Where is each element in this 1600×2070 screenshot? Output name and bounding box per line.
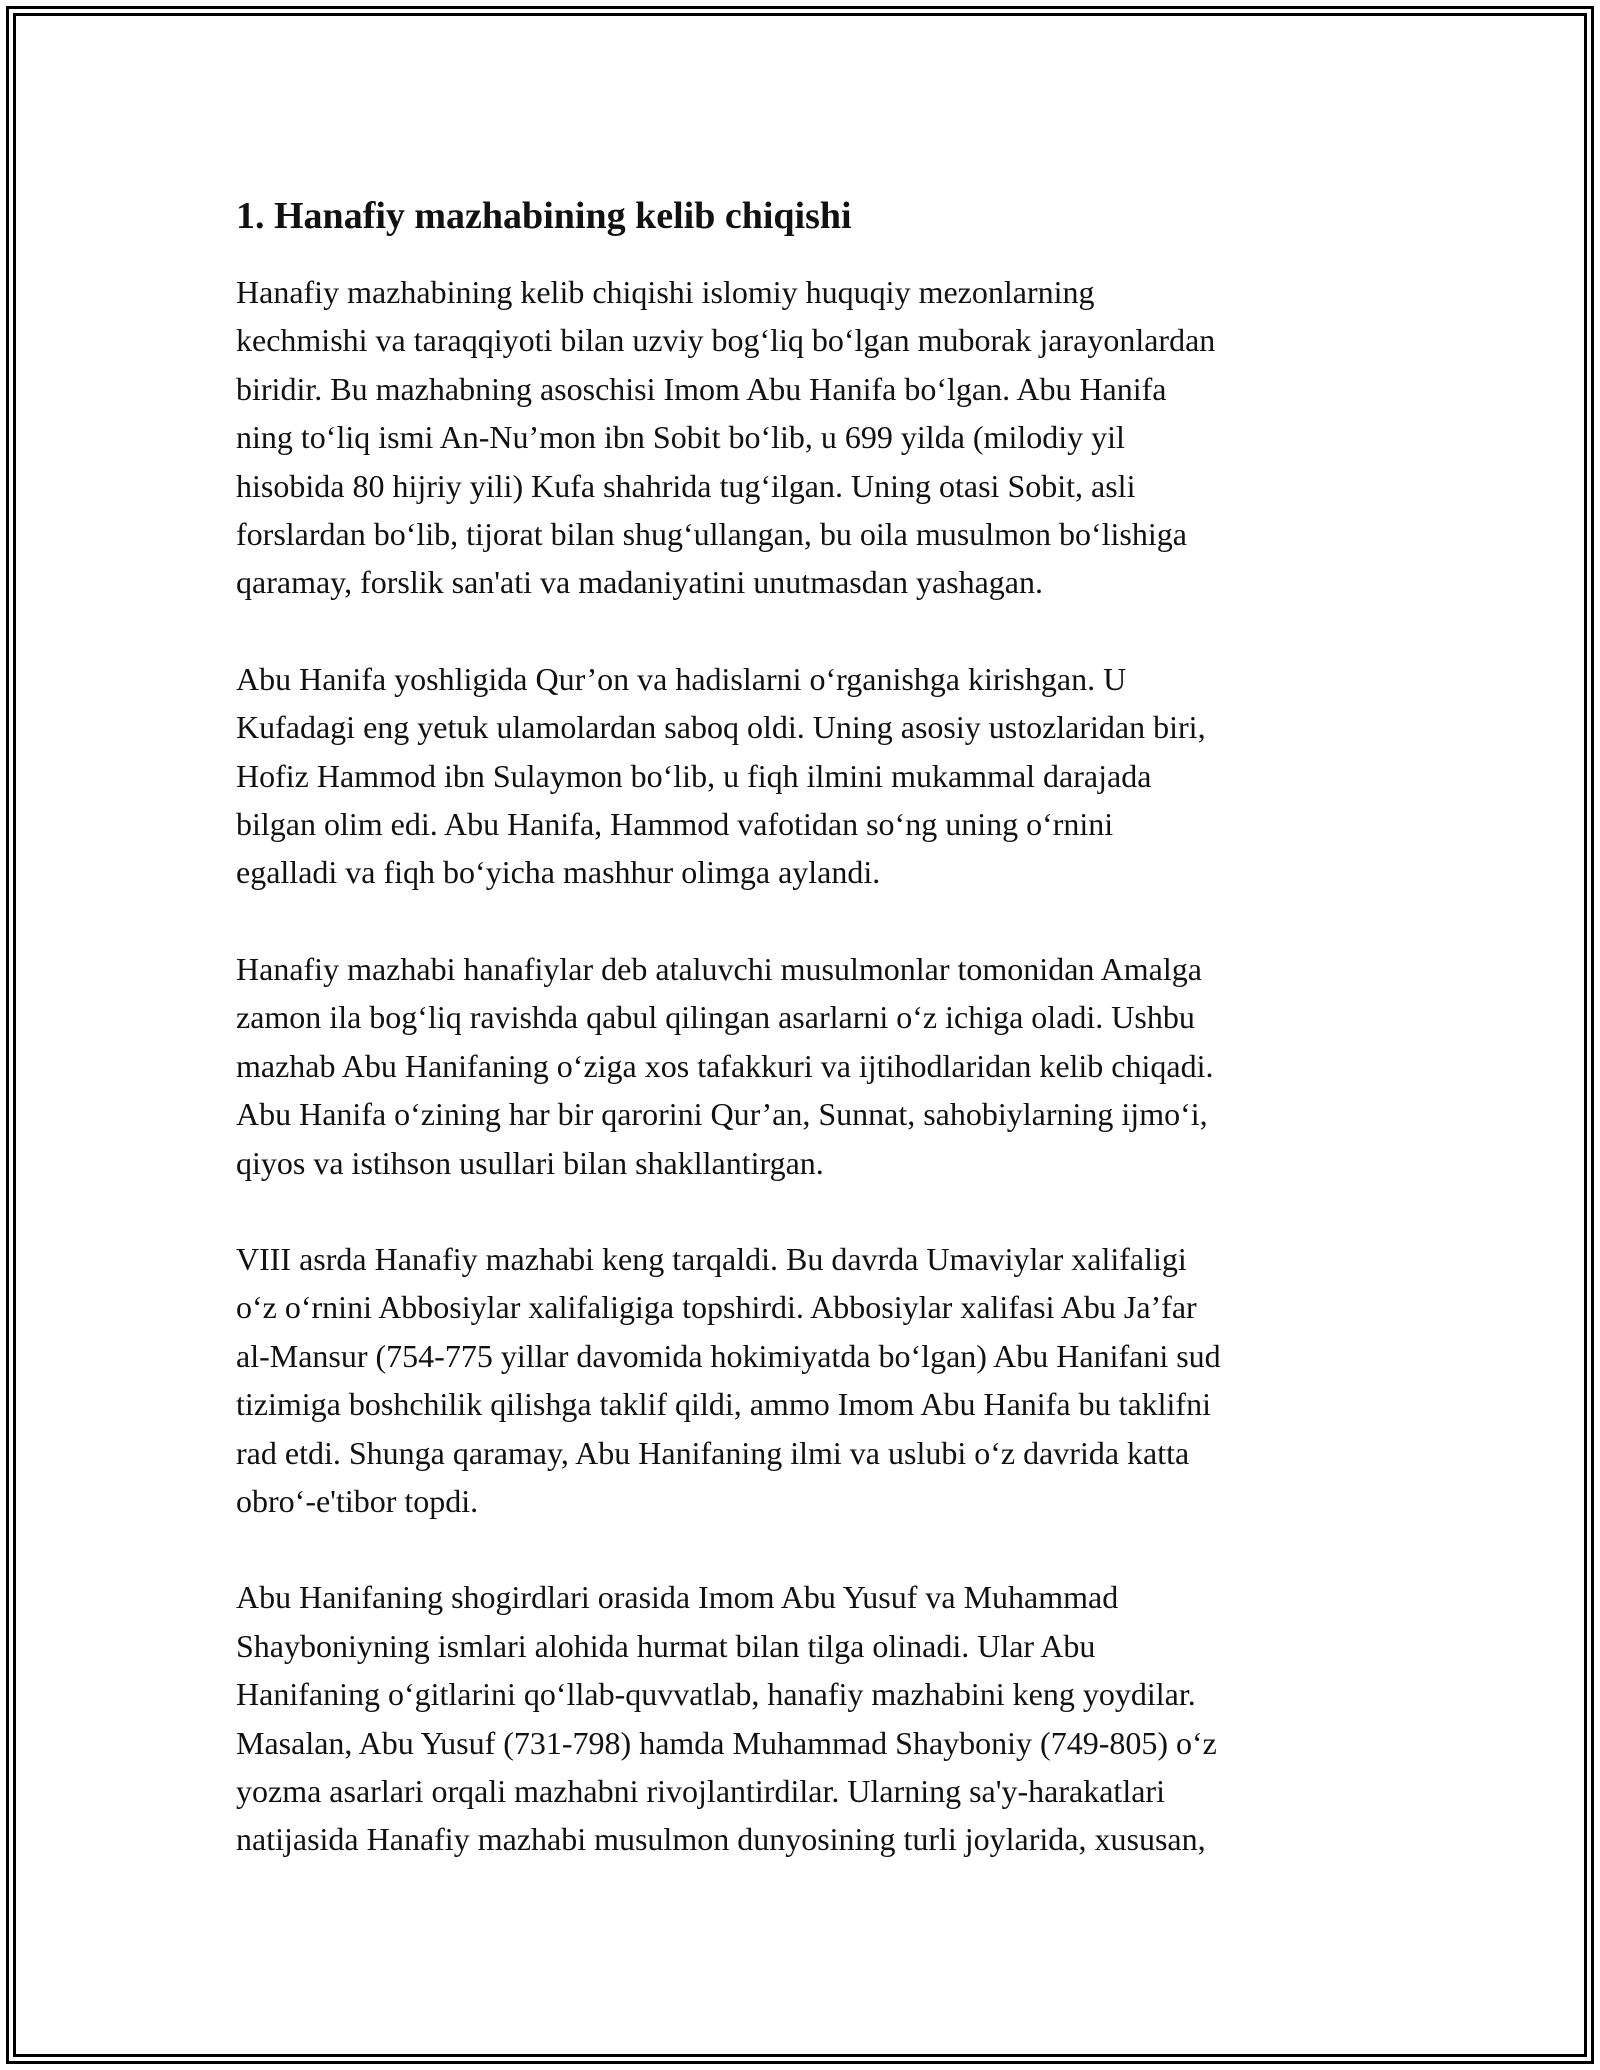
text-line: Hanafiy mazhabi hanafiylar deb ataluvchi musulmonlar tomonidan Amalga <box>236 950 1202 987</box>
text-line: rad etdi. Shunga qaramay, Abu Hanifaning ilmi va uslubi o‘z davrida katta <box>236 1434 1190 1471</box>
text-line: Masalan, Abu Yusuf (731-798) hamda Muhammad Shayboniy (749-805) o‘z <box>236 1724 1217 1761</box>
text-line: hisobida 80 hijriy yili) Kufa shahrida tug‘ilgan. Uning otasi Sobit, asli <box>236 467 1136 504</box>
text-line: Abu Hanifaning shogirdlari orasida Imom Abu Yusuf va Muhammad <box>236 1579 1119 1616</box>
text-line: qiyos va istihson usullari bilan shakllantirgan. <box>236 1144 824 1181</box>
text-line: egalladi va fiqh bo‘yicha mashhur olimga aylandi. <box>236 854 881 891</box>
text-line: Abu Hanifa yoshligida Qur’on va hadislarni o‘rganishga kirishgan. U <box>236 660 1127 697</box>
text-line: Hanifaning o‘gitlarini qo‘llab-quvvatlab, hanafiy mazhabini keng yoydilar. <box>236 1676 1196 1713</box>
text-line: forslardan bo‘lib, tijorat bilan shug‘ullangan, bu oila musulmon bo‘lishiga <box>236 516 1187 553</box>
text-line: bilgan olim edi. Abu Hanifa, Hammod vafotidan so‘ng uning o‘rnini <box>236 806 1114 843</box>
text-line: natijasida Hanafiy mazhabi musulmon dunyosining turli joylarida, xususan, <box>236 1821 1206 1858</box>
text-line: Shayboniyning ismlari alohida hurmat bilan tilga olinadi. Ular Abu <box>236 1627 1096 1664</box>
paragraph-5 <box>236 1573 1386 1863</box>
text-line: Hofiz Hammod ibn Sulaymon bo‘lib, u fiqh ilmini mukammal darajada <box>236 757 1152 794</box>
text-line: yozma asarlari orqali mazhabni rivojlantirdilar. Ularning sa'y-harakatlari <box>236 1772 1165 1809</box>
text-line: mazhab Abu Hanifaning o‘ziga xos tafakkuri va ijtihodlaridan kelib chiqadi. <box>236 1047 1214 1084</box>
text-line: Abu Hanifa o‘zining har bir qarorini Qur’an, Sunnat, sahobiylarning ijmo‘i, <box>236 1096 1208 1133</box>
paragraph-4 <box>236 1235 1386 1525</box>
text-line: ning to‘liq ismi An-Nu’mon ibn Sobit bo‘lib, u 699 yilda (milodiy yil <box>236 419 1125 456</box>
text-line: zamon ila bog‘liq ravishda qabul qilingan asarlarni o‘z ichiga oladi. Ushbu <box>236 999 1195 1036</box>
text-line: tizimiga boshchilik qilishga taklif qildi, ammo Imom Abu Hanifa bu taklifni <box>236 1386 1211 1423</box>
section-heading: 1. Hanafiy mazhabining kelib chiqishi <box>236 195 852 237</box>
text-line: o‘z o‘rnini Abbosiylar xalifaligiga topshirdi. Abbosiylar xalifasi Abu Ja’far <box>236 1289 1197 1326</box>
text-line: qaramay, forslik san'ati va madaniyatini unutmasdan yashagan. <box>236 564 1043 601</box>
text-line: kechmishi va taraqqiyoti bilan uzviy bog‘liq bo‘lgan muborak jarayonlardan <box>236 322 1216 359</box>
paragraph-1 <box>236 268 1386 607</box>
text-line: al-Mansur (754-775 yillar davomida hokimiyatda bo‘lgan) Abu Hanifani sud <box>236 1337 1221 1374</box>
text-line: Hanafiy mazhabining kelib chiqishi islomiy huquqiy mezonlarning <box>236 274 1095 310</box>
text-line: Kufadagi eng yetuk ulamolardan saboq oldi. Uning asosiy ustozlaridan biri, <box>236 709 1206 746</box>
text-line: obro‘-e'tibor topdi. <box>236 1482 479 1519</box>
document-body <box>236 188 1386 1912</box>
paragraph-2 <box>236 655 1386 897</box>
text-line: VIII asrda Hanafiy mazhabi keng tarqaldi. Bu davrda Umaviylar xalifaligi <box>236 1240 1187 1277</box>
text-line: biridir. Bu mazhabning asoschisi Imom Abu Hanifa bo‘lgan. Abu Hanifa <box>236 370 1167 407</box>
paragraph-3 <box>236 945 1386 1187</box>
